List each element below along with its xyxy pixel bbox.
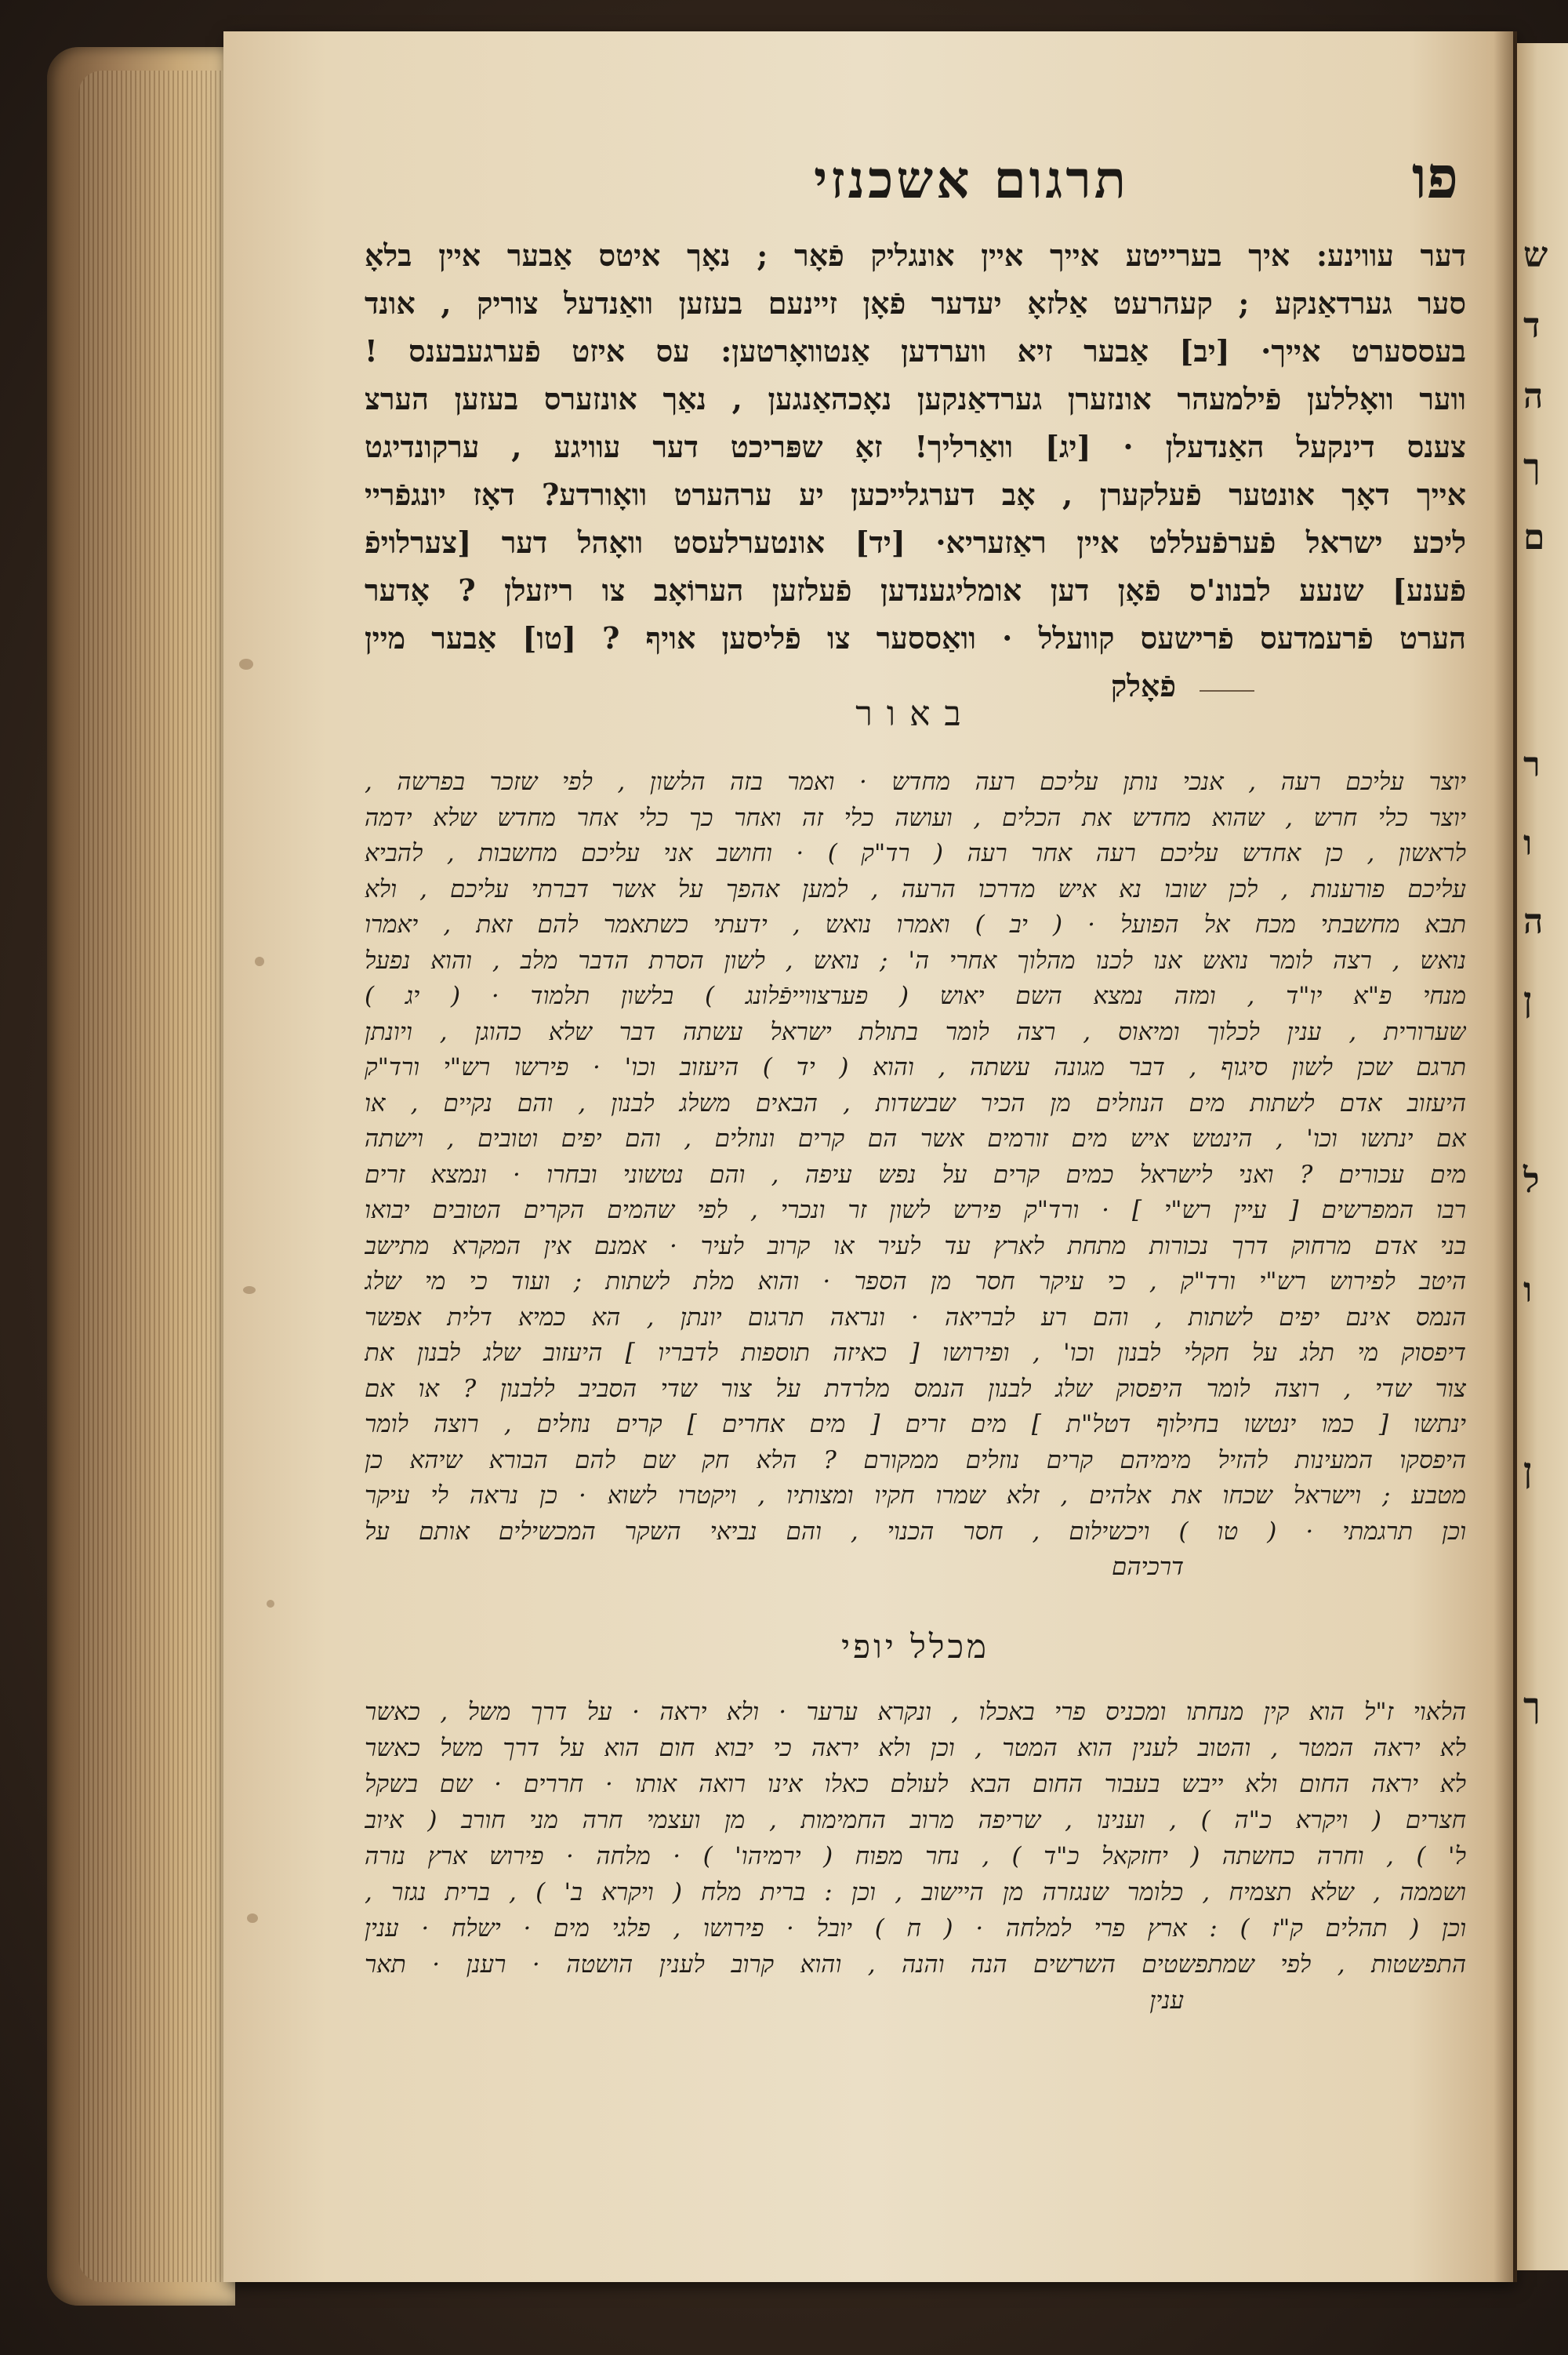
- michlol-line: חצרים ( ויקרא כ"ה ) , וענינו , שריפה מרוב החמימות , מן ועצמי חרה מני חורב ( איוב: [365, 1806, 1466, 1834]
- biur-line: עליכם פורענות , לכן שובו נא איש מדרכו הרעה , למען אהפך על אשר דברתי עליכם , ולא: [365, 874, 1466, 903]
- running-title: תרגום אשכנזי: [813, 149, 1129, 210]
- facing-page-fragment: ו: [1523, 1270, 1533, 1310]
- translation-line: בעססערט אייך· [יב] אַבער זיא ווערדען אַנטוואָרטען: עס איזט פֿערגעבענס !: [365, 333, 1466, 369]
- biur-line: שערורית , ענין לכלוך ומיאוס , רצה לומר בתולת ישראל עשתה דבר שלא כהוגן , ויונתן: [365, 1017, 1466, 1046]
- facing-page-fragment: ר: [1523, 745, 1541, 785]
- facing-page-fragment: ן: [1523, 980, 1533, 1020]
- translation-line: סער גערדאַנקע ; קעהרעט אַלזאָ יעדער פֿאָן זיינעם בעזען וואַנדעל צוריק , אונד: [365, 285, 1466, 321]
- biur-line: דרכיהם: [1111, 1553, 1184, 1581]
- biur-line: וכן תרגמתי · ( טו ) ויכשילום , חסר הכנוי , והם נביאי השקר המכשילים אותם על: [365, 1517, 1466, 1546]
- translation-text: [365, 231, 1466, 710]
- biur-line: מים עכורים ? ואני לישראל כמים קרים על נפש עיפה , והם נטשוני ובחרו · ונמצא זרים: [365, 1160, 1466, 1189]
- page-header: [408, 141, 1458, 227]
- biur-line: יוצר כלי חרש , שהוא מחדש את הכלים , ועושה כלי זה ואחר כך כלי אחר מחדש שלא ידמה: [365, 803, 1466, 832]
- biur-line: לראשון , כן אחדש עליכם רעה אחר רעה ( רד"ק ) · וחושב אני עליכם מחשבות , להביא: [365, 839, 1466, 867]
- book-gutter: [1494, 31, 1517, 2282]
- facing-page-fragment: ך: [1523, 1686, 1541, 1726]
- facing-page-fragment: ל: [1523, 1161, 1540, 1201]
- michlol-line: ושממה , שלא תצמיח , כלומר שנגזרה מן היישוב , וכן : ברית מלח ( ויקרא ב' ) , ברית נגזר ,: [365, 1878, 1466, 1906]
- facing-page-fragment: ם: [1523, 518, 1545, 558]
- biur-line: בני אדם מרחוק דרך נכורות מתחת לארץ עד לעיר או קרוב לעיר · אמנם אין המקרא מתישב: [365, 1231, 1466, 1260]
- translation-line: ווער וואָללען פֿילמעהר אונזערן גערדאַנקען נאָכהאַנגען , נאַך אונזערס בעזען הערצ: [365, 381, 1466, 416]
- translation-line: הערט פֿרעמדעס פֿרישעס קוועלל · וואַססער צו פֿליסען אויף ? [טו] אַבער מיין: [365, 620, 1466, 656]
- michlol-line: התפשטות , לפי שמתפשטים השרשים הנה והנה , והוא קרוב לענין הושטה · רענן · תאר: [365, 1950, 1466, 1979]
- biur-line: צור שדי , רוצה לומר היפסוק שלג לבנון הנמס מלרדת על צור שדי הסביב ללבנון ? או אם: [365, 1374, 1466, 1403]
- michlol-line: ל' ) , וחרה כחשתה ( יחזקאל כ"ד ) , נחר מפוח ( ירמיהו' ) · מלחה · פירוש ארץ נזרה: [365, 1842, 1466, 1870]
- facing-page-fragment: ש: [1523, 235, 1548, 275]
- biur-line: תרגם שכן לשון סיגוף , דבר מגונה עשתה , והוא ( יד ) היעזוב וכו' · פירשו רש"י ורד"ק: [365, 1053, 1466, 1081]
- biur-line: רבו המפרשים [ עיין רש"י ] · ורד"ק פירש לשון זר ונכרי , לפי שהמים הקרים הטובים יבואו: [365, 1196, 1466, 1224]
- facing-page-fragment: ה: [1523, 902, 1544, 942]
- biur-line: היעזוב אדם לשתות מים הנוזלים מן הכיר שבשדות , הבאים משלג לבנון , והם נקיים , או: [365, 1088, 1466, 1118]
- michlol-yofi-heading: מכלל יופי: [841, 1627, 989, 1666]
- michlol-line: וכן ( תהלים ק"ז ) : ארץ פרי למלחה · ( ח ) יובל · פירושו , פלגי מים · ישלח · ענין: [365, 1914, 1466, 1943]
- facing-page-fragment: ך: [1523, 447, 1541, 487]
- biur-line: מנחי פ"א יו"ד , ומזה נמצא השם יאוש ( פערצווייפֿלונג ) בלשון תלמוד · ( יג ): [365, 982, 1466, 1010]
- biur-line: דיפסוק מי תלג על חקלי לבנון וכו' , ופירושו [ כאיזה תוספות לדבריו ] היעזוב שלג לבנון את: [365, 1339, 1466, 1367]
- biur-line: היטב לפירוש רש"י ורד"ק , כי עיקר חסר מן הספר · והוא מלת לשתות ; ועוד כי מי שלג: [365, 1267, 1466, 1296]
- biur-line: ינתשו [ כמו ינטשו בחילוף דטל"ת ] מים זרים [ מים אחרים ] קרים נוזלים , רוצה לומר: [365, 1410, 1466, 1438]
- facing-page-fragment: ד: [1523, 306, 1541, 346]
- section-divider: [1200, 690, 1254, 692]
- translation-line: פֿאָלק: [1110, 668, 1176, 703]
- translation-line: צענס דינקעל האַנדעלן · [יג] וואַרליך! זאָ שפּריכט דער עוויגע , ערקונדיגט: [365, 429, 1466, 464]
- translation-line: פֿענע] שנעע לבנונ'ס פֿאָן דען אומליגענדען פֿעלזען הערוֹאָב צו ריזעלן ? אָדער: [365, 572, 1466, 608]
- biur-line: היפסקו המעינות להזיל מימיהם קרים נוזלים ממקורם ? הלא חק שם להם הבורא שיהא כן: [365, 1445, 1466, 1474]
- translation-line: דער עווינע: איך בערייטע אייך איין אונגליק פֿאָר ; נאָך איטס אַבער איין בלאָ: [365, 238, 1466, 273]
- facing-page-fragment: ה: [1523, 376, 1544, 416]
- page-number: פו: [1411, 144, 1458, 212]
- michlol-line: ענין: [1149, 1986, 1184, 2015]
- facing-page-edge: [1517, 43, 1568, 2270]
- translation-line: אייך דאָך אונטער פֿעלקערן , אָב דערגלייכען יע ערהערט וואָורדע? דאָז יונגפֿריי: [365, 477, 1466, 512]
- facing-page-fragment: ן: [1523, 1451, 1533, 1491]
- biur-line: יוצר עליכם רעה , אנכי נותן עליכם רעה מחדש · ואמר בזה הלשון , לפי שזכר בפרשה ,: [365, 768, 1466, 796]
- biur-heading: באור: [855, 694, 975, 734]
- michlol-yofi-commentary: [365, 1694, 1466, 2019]
- michlol-line: הלאוי ז"ל הוא קין מנחתו ומכניס פרי באכלו , ונקרא ערער · ולא יראה · על דרך משל , כאשר: [365, 1698, 1466, 1726]
- biur-line: מטבע ; וישראל שכחו את אלהים , זלא שמרו חקיו ומצותיו , ויקטרו לשוא · כן נראה לי עיקר: [365, 1481, 1466, 1510]
- michlol-line: לא יראה החום ולא ייבש בעבור החום הבא לעולם כאלו אינו רואה אותו · חררים · שם בשקל: [365, 1770, 1466, 1798]
- biur-line: תבא מחשבתי מכח אל הפועל · ( יב ) ואמרו נואש , ידעתי כשתאמר להם זאת , יאמרו: [365, 910, 1466, 939]
- biur-line: הנמס אינם יפים לשתות , והם רע לבריאה · ונראה תרגום יונתן , הא כמיא דלית אפשר: [365, 1303, 1466, 1332]
- translation-line: ליכע ישראל פֿערפֿעללט איין ראַזעריא· [יד] אונטערלעסט וואָהל דער [צערלויפֿ: [365, 525, 1466, 560]
- biur-line: אם ינתשו וכו' , הינטש איש מים זורמים אשר הם קרים ונוזלים , והם יפים וטובים , וישתה: [365, 1125, 1466, 1153]
- michlol-line: לא יראה המטר , והטוב לענין הוא המטר , וכן ולא יראה כי יבוא חום הוא על דרך משל כאשר: [365, 1734, 1466, 1762]
- facing-page-fragment: ו: [1523, 823, 1533, 863]
- biur-line: נואש , רצה לומר נואש אנו לכנו מהלוך אחרי ה' ; נואש , לשון הסרת הדבר מלב , והוא נפעל: [365, 946, 1466, 975]
- page-stack-edge: [78, 71, 235, 2282]
- biur-commentary: [365, 765, 1466, 1586]
